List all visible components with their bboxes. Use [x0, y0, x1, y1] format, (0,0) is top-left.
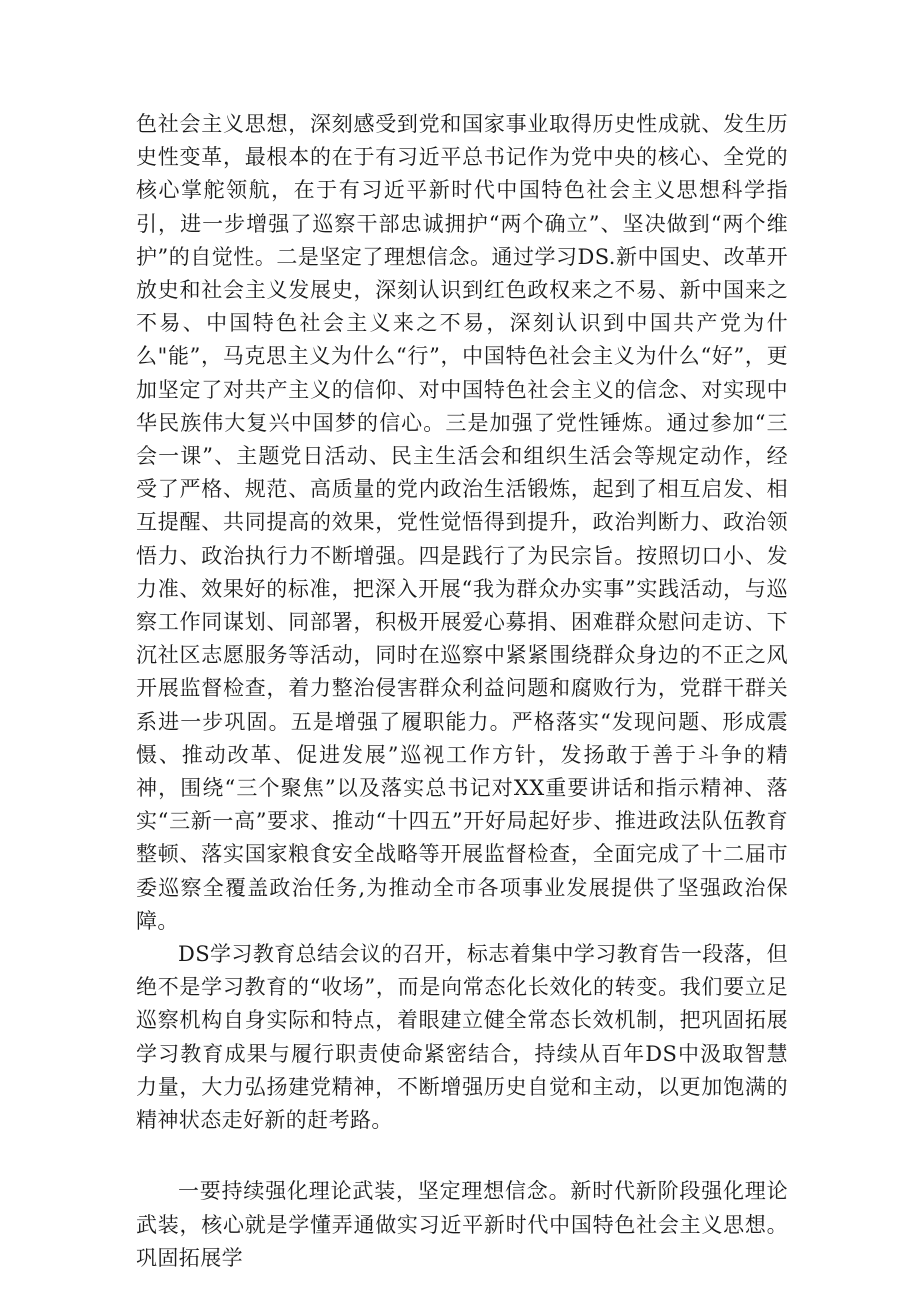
paragraph-theory-armament: 一要持续强化理论武装，坚定理想信念。新时代新阶段强化理论武装，核心就是学懂弄通做实习近平新时代中国特色社会主义思想。巩固拓展学 [136, 1179, 788, 1270]
paragraph-continued: 色社会主义思想，深刻感受到党和国家事业取得历史性成就、发生历史性变革，最根本的在于有习近平总书记作为党中央的核心、全党的核心掌舵领航，在于有习近平新时代中国特色社会主义思想科学指引，进一步增强了巡察干部忠诚拥护“两个确立”、坚决做到“两个维护”的自觉性。二是坚定了理想信念。通过学习DS.新中国史、改革开放史和社会主义发展史，深刻认识到红色政权来之不易、新中国来之不易、中国特色社会主义来之不易，深刻认识到中国共产党为什么"能”，马克思主义为什么“行”，中国特色社会主义为什么“好”，更加坚定了对共产主义的信仰、对中国特色社会主义的信念、对实现中华民族伟大复兴中国梦的信心。三是加强了党性锤炼。通过参加“三会一课”、主题党日活动、民主生活会和组织生活会等规定动作，经受了严格、规范、高质量的党内政治生活锻炼，起到了相互启发、相互提醒、共同提高的效果，党性觉悟得到提升，政治判断力、政治领悟力、政治执行力不断增强。四是践行了为民宗旨。按照切口小、发力准、效果好的标准，把深入开展“我为群众办实事”实践活动，与巡察工作同谋划、同部署，积极开展爱心募捐、困难群众慰问走访、下沉社区志愿服务等活动，同时在巡察中紧紧围绕群众身边的不正之风开展监督检查，着力整治侵害群众利益问题和腐败行为，党群干群关系进一步巩固。五是增强了履职能力。严格落实“发现问题、形成震慑、推动改革、促进发展”巡视工作方针，发扬敢于善于斗争的精神，围绕“三个聚焦”以及落实总书记对XX重要讲话和指示精神、落实“三新一高”要求、推动“十四五”开好局起好步、推进政法队伍教育整顿、落实国家粮食安全战略等开展监督检查，全面完成了十二届市委巡察全覆盖政治任务,为推动全市各项事业发展提供了坚强政治保障。 [136, 112, 788, 933]
paragraph-summary-meeting: DS学习教育总结会议的召开，标志着集中学习教育告一段落，但绝不是学习教育的“收场”，而是向常态化长效化的转变。我们要立足巡察机构自身实际和特点，着眼建立健全常态长效机制，把巩固拓展学习教育成果与履行职责使命紧密结合，持续从百年DS中汲取智慧力量，大力弘扬建党精神，不断增强历史自觉和主动，以更加饱满的精神状态走好新的赶考路。 [136, 942, 788, 1133]
document-body [136, 108, 788, 1275]
